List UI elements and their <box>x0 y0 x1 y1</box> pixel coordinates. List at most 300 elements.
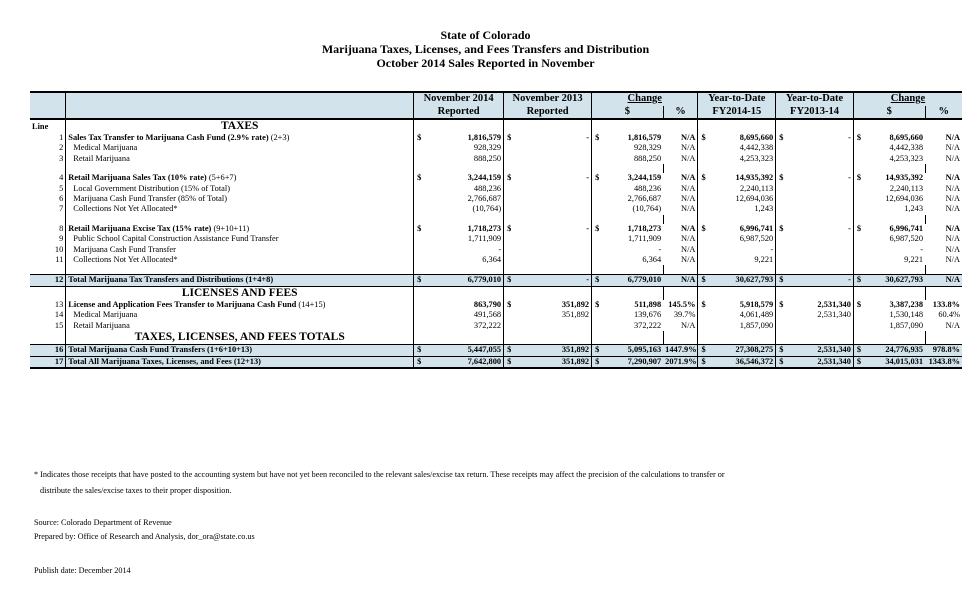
cell-ypct: N/A <box>945 133 960 142</box>
header-change-ytd: Change <box>853 92 962 106</box>
header-pct: % <box>663 106 698 120</box>
cell-c6 <box>853 245 867 255</box>
cell-c4 <box>698 194 712 204</box>
line-number: 17 <box>30 356 66 368</box>
line-number: 9 <box>59 234 64 244</box>
row-formula: (2+3) <box>270 133 290 142</box>
row-label-text: Retail Marijuana Sales Tax (10% rate) <box>68 173 207 183</box>
row-label-text: License and Application Fees Transfer to Marijuana Cash Fund <box>68 299 297 309</box>
cell-chg: 888,250 <box>633 153 662 163</box>
cell-c1: $ <box>414 345 428 356</box>
cell-ypct: N/A <box>945 204 960 214</box>
spacer-row <box>30 265 962 275</box>
cell-c4 <box>698 234 712 244</box>
cell-pct: N/A <box>681 204 696 214</box>
header-ytd2: Year-to-Date <box>776 92 854 106</box>
row-label <box>66 300 414 310</box>
cell-c6 <box>853 194 867 204</box>
spacer-row <box>30 164 962 173</box>
cell-c5 <box>776 184 790 194</box>
cell-c5 <box>776 234 790 244</box>
line-number: 12 <box>30 275 66 286</box>
line-number: 14 <box>54 310 64 320</box>
cell-ytd15: 6,987,520 <box>739 234 774 244</box>
cell-ychg: 8,695,660 <box>889 133 924 142</box>
row-formula: (5+6+7) <box>208 173 237 183</box>
cell-chg: 488,236 <box>633 183 662 193</box>
cell-c3 <box>592 143 606 153</box>
cell-c4 <box>698 154 712 164</box>
cell-c1 <box>414 234 428 244</box>
row-label-text: Retail Marijuana Excise Tax (15% rate) <box>68 223 212 233</box>
cell-c3: $ <box>592 275 606 286</box>
row-label-text: Collections Not Yet Allocated* <box>73 255 178 265</box>
line-number: 10 <box>54 244 64 254</box>
cell-c5 <box>776 255 790 265</box>
cell-c5 <box>776 154 790 164</box>
cell-pct: N/A <box>681 223 696 233</box>
cell-nov13 <box>518 321 592 331</box>
cell-chg: (10,764) <box>632 204 662 214</box>
cell-c5 <box>776 310 790 320</box>
row-label <box>66 173 414 183</box>
cell-c3: $ <box>592 133 606 143</box>
cell-nov13 <box>518 234 592 244</box>
cell-ypct: 1343.8% <box>925 356 962 368</box>
cell-c2: $ <box>504 173 518 183</box>
cell-ytd15: 1,243 <box>754 204 774 214</box>
cell-ychg: 6,987,520 <box>889 234 924 244</box>
cell-nov14: 488,236 <box>473 183 502 193</box>
table-row <box>30 184 962 194</box>
cell-ychg: 3,387,238 <box>889 299 924 309</box>
cell-ypct: N/A <box>945 244 960 254</box>
transfers-table <box>30 91 962 369</box>
row-label-text: Collections Not Yet Allocated* <box>73 204 178 214</box>
cell-c2: $ <box>504 224 518 234</box>
cell-ytd14: 2,531,340 <box>790 345 853 356</box>
cell-c1 <box>414 245 428 255</box>
cell-c2: $ <box>504 133 518 143</box>
cell-pct: N/A <box>681 173 696 183</box>
cell-ytd14 <box>790 245 853 255</box>
row-label <box>66 255 414 265</box>
table-row <box>30 194 962 204</box>
cell-nov13: 351,892 <box>518 345 592 356</box>
row-label <box>66 143 414 153</box>
cell-ypct: N/A <box>945 183 960 193</box>
cell-c3: $ <box>592 173 606 183</box>
cell-ytd14: 2,531,340 <box>790 356 853 368</box>
cell-ytd14: 2,531,340 <box>817 299 851 309</box>
cell-ychg: 12,694,036 <box>885 194 924 204</box>
cell-c6: $ <box>853 224 867 234</box>
line-number: 16 <box>30 345 66 356</box>
cell-c3: $ <box>592 300 606 310</box>
cell-ytd14: - <box>848 173 851 183</box>
header-reported-1: Reported <box>414 106 504 120</box>
cell-nov13 <box>518 255 592 265</box>
section-row-totals <box>30 331 962 345</box>
section-heading-taxes: TAXES <box>66 119 414 133</box>
table-row <box>30 143 962 153</box>
header-change: Change <box>592 92 698 106</box>
cell-c4: $ <box>698 356 712 368</box>
header-fy1: FY2014-15 <box>698 106 776 120</box>
cell-ychg: 34,015,031 <box>868 356 925 368</box>
row-label-text: Medical Marijuana <box>73 310 138 320</box>
table-row <box>30 275 962 286</box>
cell-chg: 511,898 <box>634 299 662 309</box>
cell-c1 <box>414 255 428 265</box>
cell-pct: N/A <box>681 183 696 193</box>
cell-nov13 <box>518 204 592 214</box>
row-label-text: Total Marijuana Cash Fund Transfers <box>68 345 205 355</box>
header-nov2013: November 2013 <box>504 92 592 106</box>
row-label <box>66 184 414 194</box>
cell-c6 <box>853 255 867 265</box>
header-label-blank-2 <box>66 106 414 120</box>
cell-c6 <box>853 154 867 164</box>
row-label-text: Marijuana Cash Fund Transfer <box>73 244 176 254</box>
cell-c3: $ <box>592 356 606 368</box>
cell-c4: $ <box>698 275 712 286</box>
cell-c3 <box>592 204 606 214</box>
line-column-label: Line <box>32 122 49 131</box>
cell-c6: $ <box>853 275 867 286</box>
cell-c6 <box>853 310 867 320</box>
cell-ytd14: - <box>848 223 851 233</box>
cell-chg: - <box>658 244 662 254</box>
cell-ytd14 <box>790 234 853 244</box>
cell-c3 <box>592 245 606 255</box>
row-formula: (1+6+10+13) <box>207 345 253 355</box>
cell-nov14: 6,364 <box>482 255 502 265</box>
row-label-text: Public School Capital Construction Assistance Fund Transfer <box>73 234 279 244</box>
cell-c6: $ <box>853 173 867 183</box>
cell-nov13: - <box>586 173 590 183</box>
cell-c2 <box>504 234 518 244</box>
cell-pct: N/A <box>681 255 696 265</box>
cell-c2 <box>504 194 518 204</box>
cell-ytd14 <box>790 154 853 164</box>
spacer-row <box>30 215 962 224</box>
cell-c1 <box>414 143 428 153</box>
cell-ytd14 <box>790 255 853 265</box>
line-number: 5 <box>59 183 64 193</box>
cell-nov13 <box>518 143 592 153</box>
cell-pct: N/A <box>681 143 696 153</box>
cell-ytd14 <box>790 143 853 153</box>
cell-ychg: 24,776,935 <box>868 345 925 356</box>
cell-c6 <box>853 184 867 194</box>
cell-ychg: 6,996,741 <box>889 223 924 233</box>
cell-nov14: 372,222 <box>473 320 502 330</box>
cell-pct: N/A <box>681 133 696 142</box>
cell-c2 <box>504 245 518 255</box>
cell-c1 <box>414 184 428 194</box>
cell-ytd14 <box>790 184 853 194</box>
cell-c5 <box>776 194 790 204</box>
cell-chg: 1,816,579 <box>627 133 662 142</box>
cell-c4 <box>698 255 712 265</box>
cell-pct: N/A <box>681 234 696 244</box>
cell-ypct: N/A <box>945 173 960 183</box>
cell-ytd15: 27,308,275 <box>712 345 775 356</box>
line-number: 7 <box>59 204 64 214</box>
source-text: Source: Colorado Department of Revenue <box>34 518 172 527</box>
cell-c2 <box>504 255 518 265</box>
row-label <box>66 345 414 356</box>
cell-c4: $ <box>698 133 712 143</box>
cell-c6: $ <box>853 345 867 356</box>
cell-c4: $ <box>698 345 712 356</box>
cell-c4 <box>698 184 712 194</box>
cell-c1: $ <box>414 173 428 183</box>
header-line-blank <box>30 92 66 106</box>
cell-ychg: - <box>920 244 924 254</box>
cell-pct: 39.7% <box>673 310 696 320</box>
cell-c3 <box>592 255 606 265</box>
source-block <box>34 518 255 542</box>
row-label-text: Sales Tax Transfer to Marijuana Cash Fund (2.9% rate) <box>68 133 269 142</box>
cell-c4 <box>698 204 712 214</box>
row-label <box>66 321 414 331</box>
cell-chg: 5,095,163 <box>606 345 663 356</box>
header-pct-ytd: % <box>925 106 962 120</box>
cell-c6 <box>853 204 867 214</box>
cell-ytd15: 1,857,090 <box>739 320 774 330</box>
cell-c5: $ <box>776 300 790 310</box>
cell-nov14: 6,779,010 <box>428 275 504 286</box>
row-label-text: Total All Marijuana Taxes, Licenses, and Fees <box>68 356 232 366</box>
cell-nov14: 2,766,687 <box>467 194 502 204</box>
table-row <box>30 255 962 265</box>
header-reported-2: Reported <box>504 106 592 120</box>
cell-ychg: 4,442,338 <box>889 143 924 153</box>
cell-nov14: 1,718,273 <box>467 223 502 233</box>
section-row-licenses <box>30 286 962 300</box>
row-formula: (1+4+8) <box>245 275 274 285</box>
row-label-text: Retail Marijuana <box>73 153 130 163</box>
line-number: 3 <box>59 153 64 163</box>
cell-ytd14 <box>790 321 853 331</box>
row-label-text: Retail Marijuana <box>73 320 130 330</box>
cell-c4 <box>698 245 712 255</box>
table-row <box>30 356 962 368</box>
line-number: 4 <box>59 173 64 183</box>
row-label <box>66 245 414 255</box>
header-row-1 <box>30 92 962 106</box>
cell-c3 <box>592 321 606 331</box>
row-formula: (12+13) <box>233 356 261 366</box>
cell-nov13 <box>518 245 592 255</box>
cell-nov13: - <box>586 133 590 142</box>
table-row <box>30 300 962 310</box>
cell-nov14: 1,816,579 <box>467 133 502 142</box>
row-label <box>66 154 414 164</box>
cell-c1: $ <box>414 133 428 143</box>
section-heading: TAXES, LICENSES, AND FEES TOTALS <box>66 331 414 345</box>
cell-ytd15: 30,627,793 <box>712 275 775 286</box>
cell-nov13: - <box>586 223 590 233</box>
line-number: 11 <box>55 255 64 265</box>
cell-nov14: 888,250 <box>473 153 502 163</box>
cell-nov14: 5,447,055 <box>428 345 504 356</box>
cell-pct: N/A <box>681 320 696 330</box>
cell-ychg: 9,221 <box>904 255 924 265</box>
publish-date-text: Publish date: December 2014 <box>34 566 131 575</box>
cell-c6 <box>853 143 867 153</box>
cell-c5: $ <box>776 173 790 183</box>
cell-c5: $ <box>776 224 790 234</box>
cell-c2 <box>504 321 518 331</box>
header-dollar-ytd: $ <box>853 106 925 120</box>
cell-pct: 2071.9% <box>663 356 698 368</box>
cell-c4: $ <box>698 300 712 310</box>
cell-c2 <box>504 310 518 320</box>
cell-ypct: N/A <box>945 194 960 204</box>
section-row-taxes <box>30 119 962 133</box>
cell-c6: $ <box>853 133 867 143</box>
cell-c4: $ <box>698 173 712 183</box>
table-row <box>30 154 962 164</box>
line-number: 1 <box>59 133 64 142</box>
cell-pct: 145.5% <box>668 299 696 309</box>
cell-pct: 1447.9% <box>665 345 697 355</box>
cell-c3 <box>592 154 606 164</box>
cell-ytd14: - <box>848 133 851 142</box>
cell-c2: $ <box>504 275 518 286</box>
row-label <box>66 234 414 244</box>
cell-c2: $ <box>504 356 518 368</box>
cell-chg: 372,222 <box>633 320 662 330</box>
row-label <box>66 204 414 214</box>
cell-ypct: N/A <box>945 320 960 330</box>
cell-c5: $ <box>776 133 790 143</box>
line-number: 13 <box>54 299 64 309</box>
cell-c1 <box>414 194 428 204</box>
table-row <box>30 234 962 244</box>
row-label-text: Total Marijuana Tax Transfers and Distributions <box>68 275 244 285</box>
cell-c6 <box>853 321 867 331</box>
cell-c6: $ <box>853 356 867 368</box>
report-title-block <box>0 28 971 70</box>
footnote <box>34 470 725 496</box>
cell-nov13: - <box>518 275 592 286</box>
cell-nov13 <box>518 194 592 204</box>
cell-ypct: N/A <box>945 153 960 163</box>
section-heading: LICENSES AND FEES <box>66 286 414 300</box>
row-label-text: Local Government Distribution (15% of Total) <box>73 183 231 193</box>
cell-c2 <box>504 184 518 194</box>
cell-c3 <box>592 194 606 204</box>
cell-ytd15: 4,253,323 <box>739 153 774 163</box>
header-nov2014: November 2014 <box>414 92 504 106</box>
prepared-by-text: Prepared by: Office of Research and Analysis, dor_ora@state.co.us <box>34 532 255 541</box>
cell-chg: 928,329 <box>633 143 662 153</box>
cell-nov14: - <box>498 244 502 254</box>
header-row-2 <box>30 106 962 120</box>
cell-pct: N/A <box>681 194 696 204</box>
cell-c5 <box>776 321 790 331</box>
cell-c3: $ <box>592 224 606 234</box>
cell-nov13: 351,892 <box>561 299 590 309</box>
cell-nov14: 3,244,159 <box>467 173 502 183</box>
header-dollar: $ <box>592 106 664 120</box>
cell-ytd15: 9,221 <box>754 255 774 265</box>
cell-pct: N/A <box>681 153 696 163</box>
cell-chg: 6,364 <box>642 255 662 265</box>
row-label-text: Medical Marijuana <box>73 143 138 153</box>
cell-chg: 139,676 <box>633 310 662 320</box>
cell-c1 <box>414 321 428 331</box>
cell-c3: $ <box>592 345 606 356</box>
line-number: 2 <box>59 143 64 153</box>
row-label <box>66 224 414 234</box>
cell-nov13: 351,892 <box>561 310 590 320</box>
cell-ychg: 30,627,793 <box>868 275 925 286</box>
cell-c3 <box>592 184 606 194</box>
cell-ytd14 <box>790 204 853 214</box>
cell-ytd15: 2,240,113 <box>739 183 774 193</box>
cell-nov13 <box>518 184 592 194</box>
cell-ychg: 1,857,090 <box>889 320 924 330</box>
cell-ypct: N/A <box>925 275 962 286</box>
cell-ytd14: 2,531,340 <box>817 310 851 320</box>
cell-ytd15: 6,996,741 <box>739 223 774 233</box>
table-row <box>30 345 962 356</box>
cell-c1 <box>414 310 428 320</box>
cell-ytd15: 4,061,489 <box>739 310 774 320</box>
table-row <box>30 245 962 255</box>
cell-ytd15: 14,935,392 <box>735 173 774 183</box>
table-row <box>30 133 962 143</box>
line-number: 8 <box>59 223 64 233</box>
cell-ypct: 60.4% <box>938 310 960 320</box>
header-ytd1: Year-to-Date <box>698 92 776 106</box>
cell-c1: $ <box>414 224 428 234</box>
cell-c4 <box>698 321 712 331</box>
cell-chg: 6,779,010 <box>606 275 663 286</box>
cell-c1 <box>414 154 428 164</box>
row-formula: (9+10+11) <box>213 223 250 233</box>
footnote-line-1: * Indicates those receipts that have posted to the accounting system but have not yet been reconciled to the relevant sales/excise tax return. These receipts may affect the precision of the calculations to transfer or <box>34 470 725 479</box>
cell-c4 <box>698 143 712 153</box>
row-label-text: Marijuana Cash Fund Transfer (85% of Total) <box>73 194 228 204</box>
cell-ypct: N/A <box>945 223 960 233</box>
row-label <box>66 275 414 286</box>
header-label-blank <box>66 92 414 106</box>
cell-pct: N/A <box>681 244 696 254</box>
cell-nov14: 1,711,909 <box>467 234 502 244</box>
cell-c2 <box>504 154 518 164</box>
cell-ychg: 1,530,148 <box>889 310 924 320</box>
cell-c3 <box>592 234 606 244</box>
cell-ytd15: 5,918,579 <box>739 299 774 309</box>
cell-ychg: 4,253,323 <box>889 153 924 163</box>
cell-ytd15: 12,694,036 <box>735 194 774 204</box>
row-label <box>66 133 414 143</box>
table-row <box>30 204 962 214</box>
cell-ytd15: - <box>770 244 774 254</box>
cell-nov13: 351,892 <box>518 356 592 368</box>
table-row <box>30 173 962 183</box>
cell-c5: $ <box>776 356 790 368</box>
title-state: State of Colorado <box>440 28 531 42</box>
cell-ypct: 978.8% <box>925 345 962 356</box>
cell-ychg: 2,240,113 <box>889 183 924 193</box>
